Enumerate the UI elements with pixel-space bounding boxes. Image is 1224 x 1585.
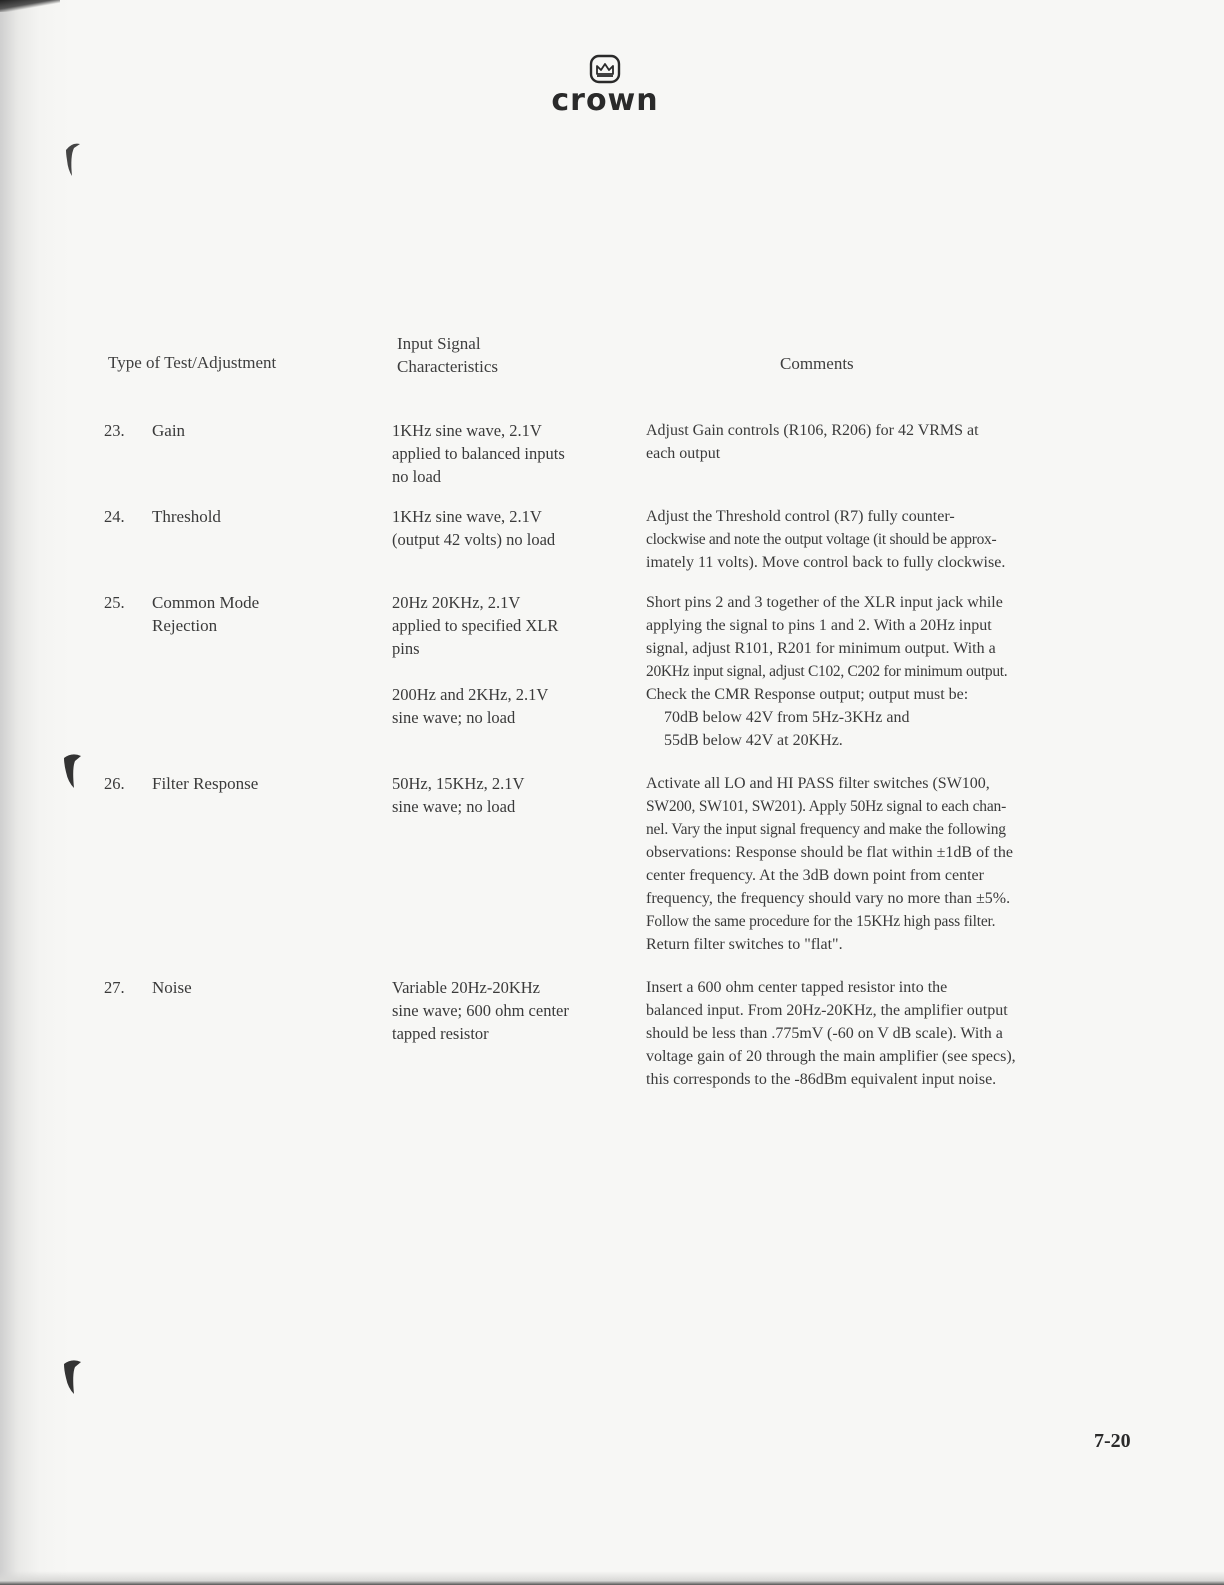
- row-input-signal: Variable 20Hz-20KHz sine wave; 600 ohm center tapped resistor: [392, 978, 569, 1043]
- row-comment: Activate all LO and HI PASS filter switches (SW100, SW200, SW101, SW201). Apply 50Hz signal to each chan- nel. Vary the input signal frequency and make the following observations: Response should be flat within ±1dB of the center frequency. At the 3dB down point from center frequency, the frequency should vary no more than ±5%. Follow the same procedure for the 15KHz high pass filter. Return filter switches to "flat".: [646, 775, 1013, 953]
- row-test-name: Common Mode Rejection: [152, 593, 260, 635]
- row-input-signal: 20Hz 20KHz, 2.1V applied to specified XLR pins 200Hz and 2KHz, 2.1V sine wave; no load: [392, 593, 559, 727]
- scan-corner-mark: [0, 0, 60, 12]
- crown-logo: [540, 54, 670, 116]
- row-test-name: Filter Response: [152, 774, 259, 793]
- crown-icon: [589, 54, 621, 84]
- binder-hole-mark: [62, 752, 82, 792]
- row-number: 24.: [104, 507, 125, 526]
- binder-hole-mark: [62, 140, 82, 180]
- header-input-line1: Input Signal: [397, 334, 481, 353]
- row-comment: Short pins 2 and 3 together of the XLR input jack while applying the signal to pins 1 and 2. With a 20Hz input signal, adjust R101, R201 for minimum output. With a 20KHz input signal, adjust C102, C202 for minimum output. Check the CMR Response output; output must be: 70dB below 42V from 5Hz-3KHz and 55dB below 42V at 20KHz.: [646, 594, 1008, 749]
- row-comment: Adjust the Threshold control (R7) fully counter- clockwise and note the output voltage (it should be approx- imately 11 volts). Move control back to fully clockwise.: [646, 508, 1006, 571]
- row-test-name: Threshold: [152, 507, 221, 526]
- row-comment: Adjust Gain controls (R106, R206) for 42 VRMS at each output: [646, 422, 979, 462]
- crown-logo-text: crown: [551, 83, 659, 118]
- page-number: 7-20: [1094, 1430, 1131, 1452]
- row-test-name: Noise: [152, 978, 192, 997]
- row-number: 23.: [104, 421, 125, 440]
- row-number: 25.: [104, 593, 125, 612]
- binder-hole-mark: [62, 1358, 82, 1398]
- row-input-signal: 1KHz sine wave, 2.1V applied to balanced inputs no load: [392, 421, 565, 486]
- header-input-line2: Characteristics: [397, 357, 499, 376]
- row-number: 27.: [104, 978, 125, 997]
- row-input-signal: 1KHz sine wave, 2.1V (output 42 volts) no load: [392, 507, 556, 549]
- header-test-type: Type of Test/Adjustment: [108, 353, 277, 372]
- row-input-signal: 50Hz, 15KHz, 2.1V sine wave; no load: [392, 774, 525, 816]
- row-number: 26.: [104, 774, 125, 793]
- row-comment: Insert a 600 ohm center tapped resistor into the balanced input. From 20Hz-20KHz, the amplifier output should be less than .775mV (-60 on V dB scale). With a voltage gain of 20 through the main amplifier (see specs), this corresponds to the -86dBm equivalent input noise.: [646, 979, 1016, 1088]
- row-test-name: Gain: [152, 421, 186, 440]
- header-comments: Comments: [780, 354, 854, 373]
- page-binding-shadow: [0, 0, 70, 1585]
- page-bottom-edge: [0, 1571, 1224, 1585]
